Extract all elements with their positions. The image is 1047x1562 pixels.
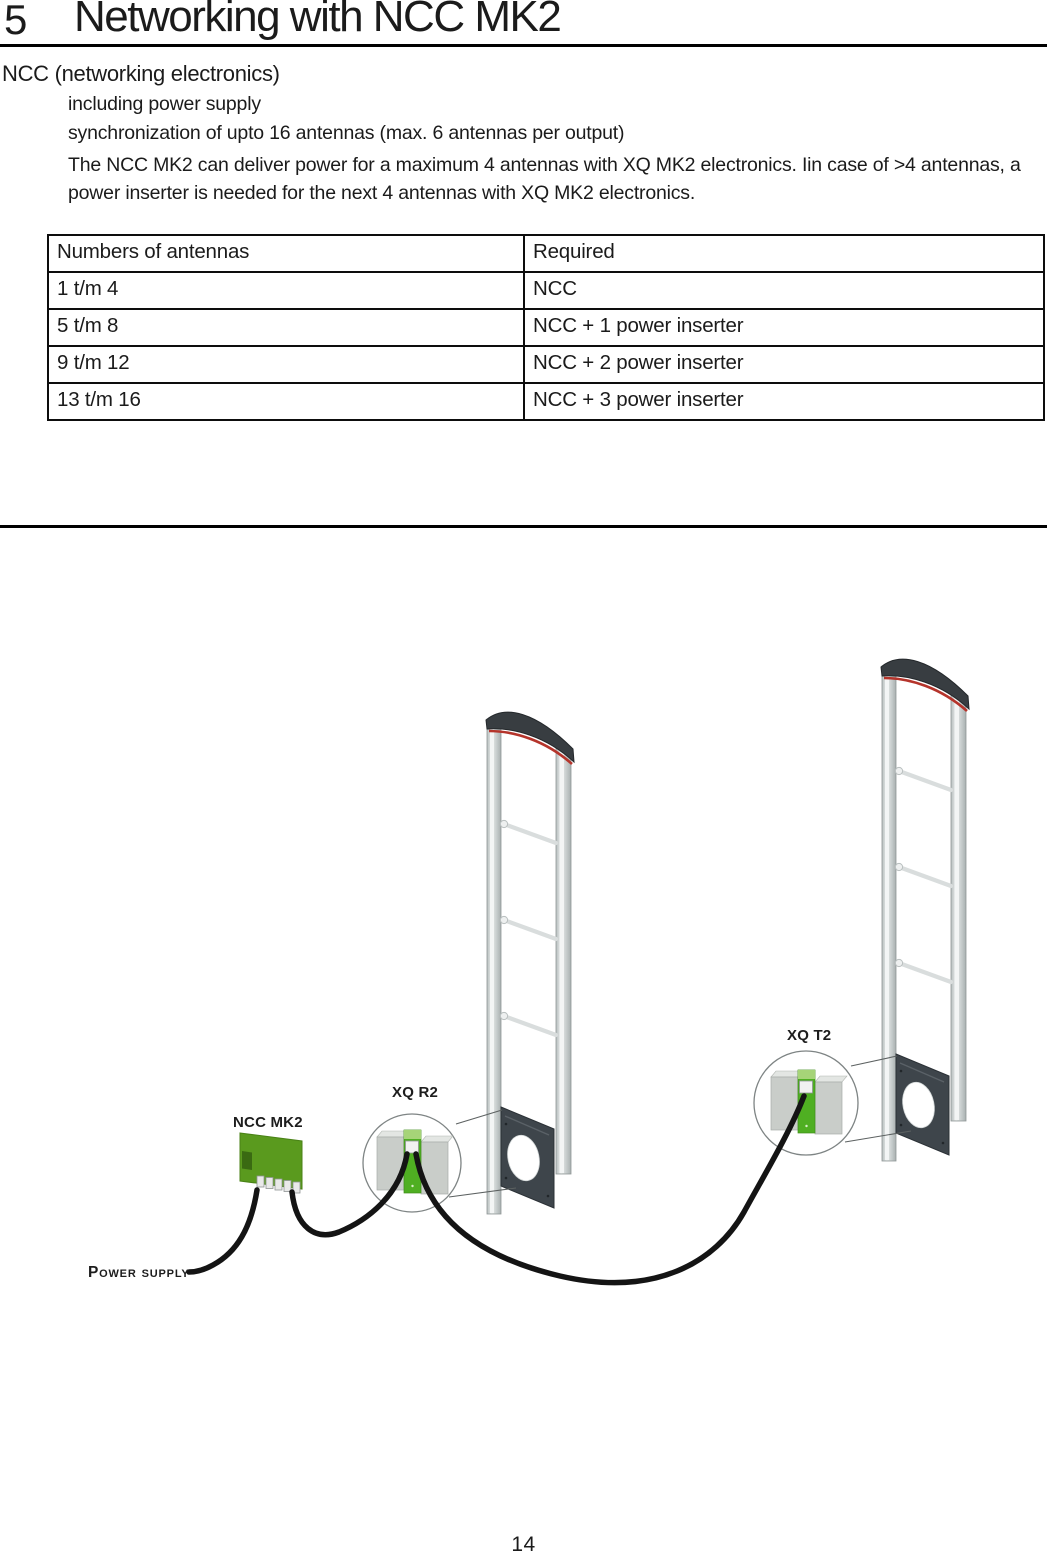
table-row	[48, 272, 1044, 309]
antenna-requirements-table	[47, 234, 1045, 421]
table-header-antennas: Numbers of antennas	[48, 235, 524, 272]
cable-xq-r2-to-xq-t2	[416, 1096, 804, 1283]
cell-required: NCC	[524, 272, 1044, 309]
intro-line: including power supply	[68, 93, 261, 115]
table-row	[48, 309, 1044, 346]
xq-t2-module	[771, 1070, 847, 1134]
cell-required: NCC + 1 power inserter	[524, 309, 1044, 346]
cell-antennas: 13 t/m 16	[48, 383, 524, 420]
table-header-row	[48, 235, 1044, 272]
label-xq-t2: XQ T2	[787, 1027, 832, 1044]
security-gate-right	[881, 659, 969, 1161]
section-divider	[0, 525, 1047, 528]
table-row	[48, 346, 1044, 383]
intro-indented-lines	[68, 93, 1047, 207]
cell-required: NCC + 2 power inserter	[524, 346, 1044, 383]
table-row	[48, 383, 1044, 420]
page-title: Networking with NCC MK2	[74, 0, 561, 41]
ncc-mk2-board	[240, 1133, 302, 1193]
cable-power-supply	[189, 1190, 257, 1272]
table-header-required: Required	[524, 235, 1044, 272]
label-ncc-mk2: NCC MK2	[233, 1114, 303, 1131]
cell-antennas: 5 t/m 8	[48, 309, 524, 346]
intro-heading: NCC (networking electronics)	[2, 61, 280, 86]
networking-diagram	[0, 620, 1047, 1330]
cell-required: NCC + 3 power inserter	[524, 383, 1044, 420]
intro-block	[0, 61, 1047, 207]
title-underline	[0, 44, 1047, 47]
intro-line: synchronization of upto 16 antennas (max. 6 antennas per output)	[68, 122, 625, 144]
label-xq-r2: XQ R2	[392, 1084, 439, 1101]
label-power-supply: Power supply	[88, 1264, 190, 1281]
section-number: 5	[4, 0, 27, 43]
page-number: 14	[511, 1533, 536, 1556]
intro-line: The NCC MK2 can deliver power for a maximum 4 antennas with XQ MK2 electronics. Iin case of >4 antennas, a power inserter is needed for the next 4 antennas with XQ MK2 electronics.	[68, 154, 1021, 204]
cell-antennas: 9 t/m 12	[48, 346, 524, 383]
security-gate-left	[486, 712, 574, 1214]
section-header	[0, 0, 1047, 42]
cell-antennas: 1 t/m 4	[48, 272, 524, 309]
